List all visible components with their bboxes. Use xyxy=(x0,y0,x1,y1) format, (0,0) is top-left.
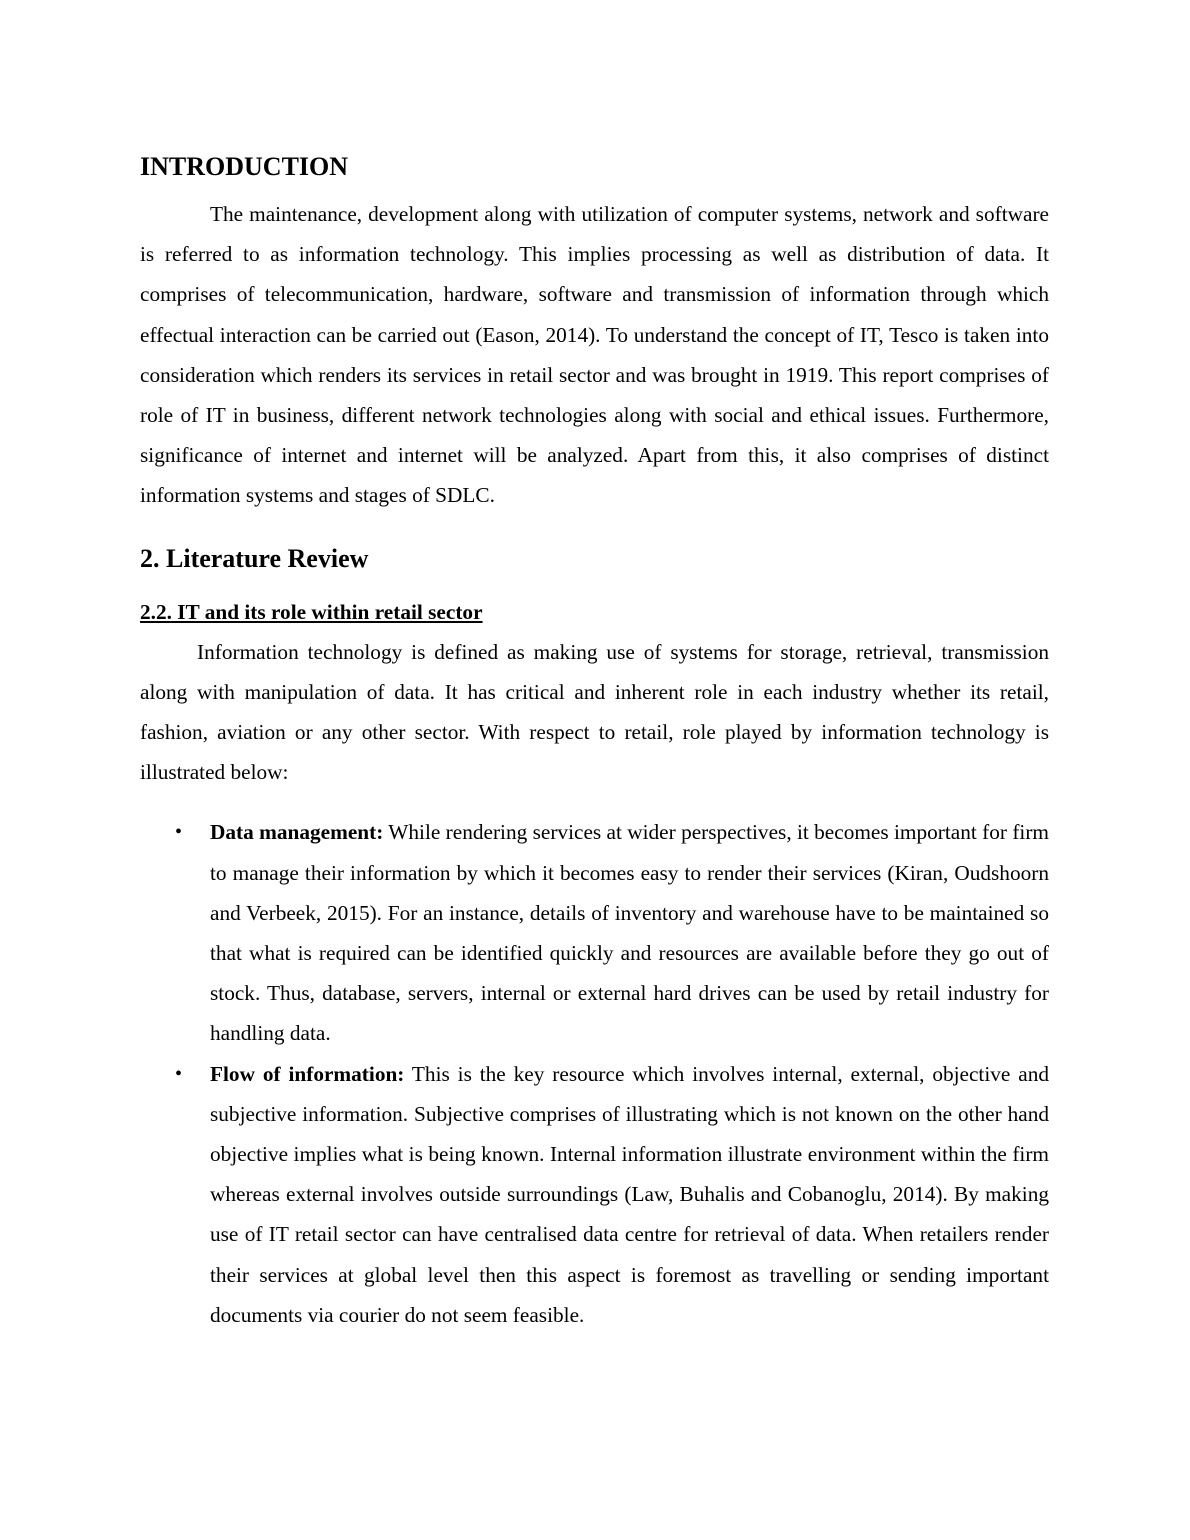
introduction-paragraph: The maintenance, development along with utilization of computer systems, network and software is referred to as information technology. This implies processing as well as distribution of data. It comprises of telecommunication, hardware, software and transmission of information through which effectual interaction can be carried out (Eason, 2014). To understand the concept of IT, Tesco is taken into consideration which renders its services in retail sector and was brought in 1919. This report comprises of role of IT in business, different network technologies along with social and ethical issues. Furthermore, significance of internet and internet will be analyzed. Apart from this, it also comprises of distinct information systems and stages of SDLC. xyxy=(140,202,1049,508)
literature-review-heading: 2. Literature Review xyxy=(140,543,369,573)
list-item xyxy=(140,812,1049,1053)
introduction-heading: INTRODUCTION xyxy=(140,152,349,181)
bullet-marker: • xyxy=(175,1062,183,1085)
bullet-marker: • xyxy=(175,821,183,844)
list-item xyxy=(140,1054,1049,1335)
bullet-text: While rendering services at wider perspectives, it becomes important for firm to manage their information by which it becomes easy to render their services (Kiran, Oudshoorn and Verbeek, 2015). For an instance, details of inventory and warehouse have to be maintained so that what is required can be identified quickly and resources are available before they go out of stock. Thus, database, servers, internal or external hard drives can be used by retail industry for handling data. xyxy=(210,820,1049,1046)
retail-sector-subheading: 2.2. IT and its role within retail sector xyxy=(140,599,483,624)
bullet-term: Data management: xyxy=(210,820,384,845)
bullet-text: This is the key resource which involves internal, external, objective and subjective information. Subjective comprises of illustrating which is not known on the other hand objective implies what is being known. Internal information illustrate environment within the firm whereas external involves outside surroundings (Law, Buhalis and Cobanoglu, 2014). By making use of IT retail sector can have centralised data centre for retrieval of data. When retailers render their services at global level then this aspect is foremost as travelling or sending important documents via courier do not seem feasible. xyxy=(210,1061,1050,1327)
role-bullet-list xyxy=(140,812,1049,1335)
document-page xyxy=(140,148,1049,1335)
literature-review-paragraph: Information technology is defined as making use of systems for storage, retrieval, transmission along with manipulation of data. It has critical and inherent role in each industry whether its retail, fashion, aviation or any other sector. With respect to retail, role played by information technology is illustrated below: xyxy=(140,639,1049,785)
bullet-term: Flow of information: xyxy=(210,1061,405,1086)
